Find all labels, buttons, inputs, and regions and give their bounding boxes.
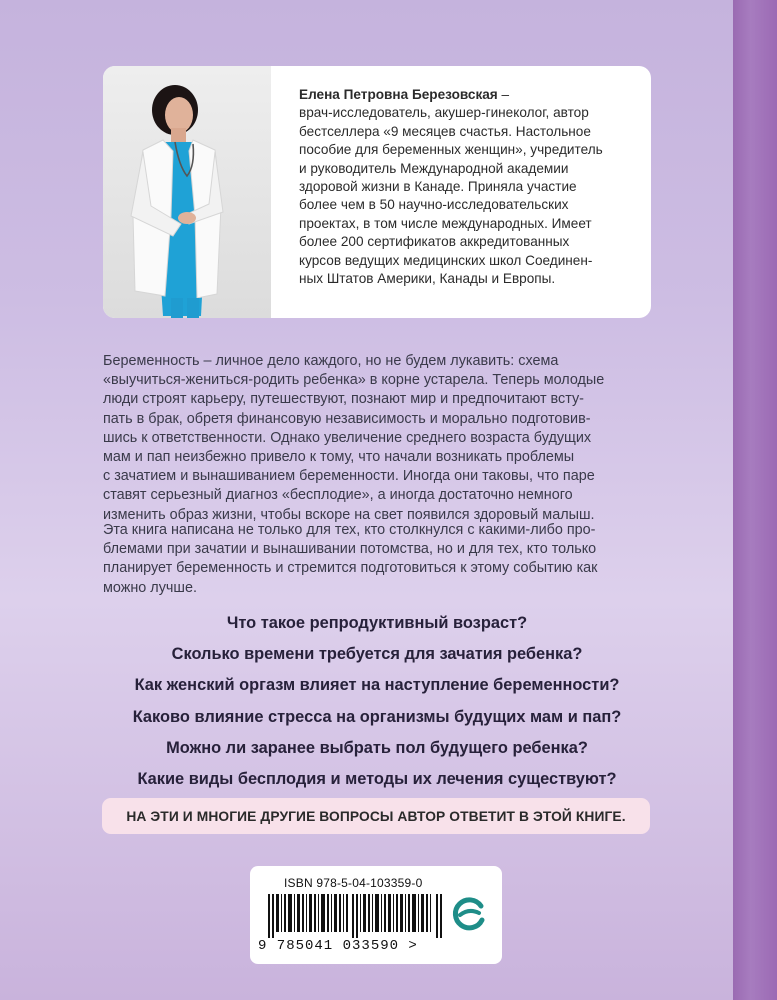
cta-banner: НА ЭТИ И МНОГИЕ ДРУГИЕ ВОПРОСЫ АВТОР ОТВЕТИТ В ЭТОЙ КНИГЕ. [102, 798, 650, 834]
paragraph-line: Эта книга написана не только для тех, кто столкнулся с какими-либо про- [103, 522, 596, 538]
paragraph-line: «выучиться-жениться-родить ребенка» в корне устарела. Теперь молодые [103, 372, 605, 389]
paragraph-line: можно лучше. [103, 579, 197, 596]
author-photo [103, 66, 271, 318]
paragraph-line: пать в брак, обретя финансовую независимость и морально подготовив- [103, 410, 591, 427]
book-spine [733, 0, 777, 1000]
bio-line: здоровой жизни в Канаде. Приняла участие [299, 179, 577, 195]
bio-line: курсов ведущих медицинских школ Соединен- [299, 252, 593, 268]
question-item: Как женский оргазм влияет на наступление беременности? [134, 676, 620, 695]
barcode-box [250, 866, 502, 964]
paragraph-line: блемами при зачатии и вынашивании потомства, но и для тех, кто только [103, 541, 597, 558]
paragraph-line: планирует беременность и стремится подготовиться к этому событию как [103, 560, 598, 577]
author-card [103, 66, 651, 318]
question-item: Можно ли заранее выбрать пол будущего ребенка? [166, 738, 588, 757]
bio-line: более 200 сертификатов аккредитованных [299, 234, 570, 250]
bio-line: ных Штатов Америки, Канады и Европы. [299, 271, 556, 287]
bio-line: пособие для беременных женщин», учредитель [299, 142, 603, 158]
paragraph-line: с зачатием и вынашиванием беременности. Иногда они таковы, что паре [103, 468, 595, 485]
author-bio [299, 86, 639, 288]
barcode-bars [268, 894, 444, 938]
author-name-dash: – [497, 87, 510, 102]
question-item: Каково влияние стресса на организмы будущих мам и пап? [132, 707, 622, 726]
author-name: Елена Петровна Березовская [299, 87, 498, 102]
bio-line: бестселлера «9 месяцев счастья. Настольное [299, 123, 591, 139]
bio-line: врач-исследователь, акушер-гинеколог, автор [299, 105, 589, 121]
question-item: Что такое репродуктивный возраст? [226, 614, 528, 632]
bio-line: проектах, в том числе международных. Имеет [299, 215, 592, 231]
bio-line: и руководитель Международной академии [299, 160, 569, 176]
questions-list [80, 608, 674, 795]
question-item: Сколько времени требуется для зачатия ребенка? [171, 645, 583, 664]
paragraph-line: ставят серьезный диагноз «бесплодие», а иногда достаточно немного [103, 487, 573, 504]
isbn-label: ISBN 978-5-04-103359-0 [284, 876, 423, 890]
paragraph-line: Беременность – личное дело каждого, но не будем лукавить: схема [103, 353, 559, 369]
paragraph-line: изменить образ жизни, чтобы вскоре на свет появился здоровый малыш. [103, 506, 595, 523]
second-paragraph [103, 521, 663, 598]
intro-paragraph [103, 352, 663, 525]
question-item: Какие виды бесплодия и методы их лечения существуют? [137, 769, 617, 788]
eksmo-logo-icon [448, 893, 490, 935]
bio-line: более чем в 50 научно-исследовательских [299, 197, 569, 213]
paragraph-line: шись к ответственности. Однако увеличение среднего возраста будущих [103, 429, 592, 446]
paragraph-line: мам и пап неизбежно привело к тому, что начали возникать проблемы [103, 449, 575, 466]
barcode-digits: 9 785041 033590 > [258, 938, 418, 954]
paragraph-line: люди строят карьеру, путешествуют, познают мир и предпочитают всту- [103, 391, 584, 408]
